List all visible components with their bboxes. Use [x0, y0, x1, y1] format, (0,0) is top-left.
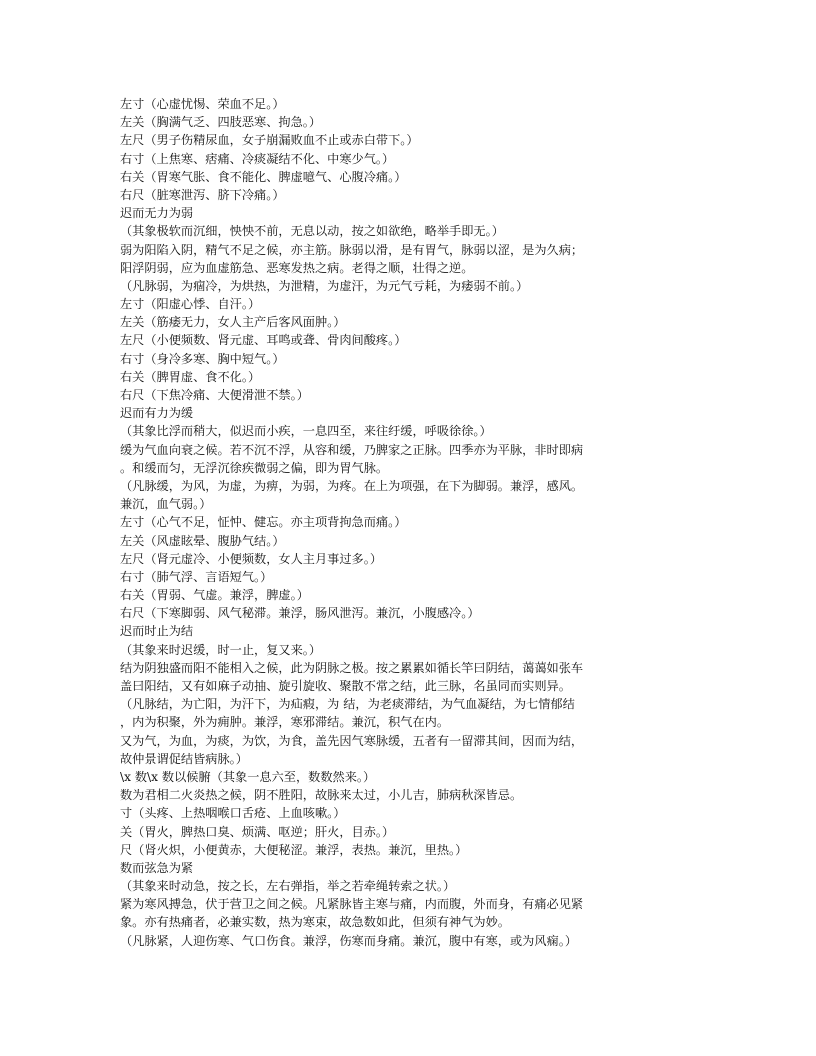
text-line: 阳浮阴弱，应为血虚筋急、恶寒发热之病。老得之顺，壮得之逆。 [120, 260, 474, 275]
text-line: ，内为积聚，外为痈肿。兼浮，寒邪滞结。兼沉，积气在内。 [120, 715, 450, 730]
text-line: （凡脉结，为亡阳，为汗下，为疝瘕，为 结，为老痰滞结，为气血凝结，为七情郁结 [120, 697, 575, 712]
text-line: 结为阴独盛而阳不能相入之候，此为阴脉之极。按之累累如循长竿曰阴结，蔼蔼如张车 [120, 660, 584, 675]
text-line: 兼沉，血气弱。） [120, 497, 212, 512]
text-line: 象。亦有热痛者，必兼实数，热为寒束，故急数如此，但须有神气为妙。 [120, 915, 510, 930]
text-line: 右尺（脏寒泄泻、脐下冷痛。） [120, 187, 285, 202]
text-line: 左尺（男子伤精尿血，女子崩漏败血不止或赤白带下。） [120, 133, 419, 148]
text-line: 左尺（小便频数、肾元虚、耳鸣或聋、骨肉间酸疼。） [120, 333, 407, 348]
text-line: （凡脉弱，为痼冷，为烘热，为泄精，为虚汗，为元气亏耗，为痿弱不前。） [120, 278, 529, 293]
text-line: （其象极软而沉细，怏怏不前，无息以动，按之如欲绝，略举手即无。） [120, 224, 504, 239]
text-line: 迟而有力为缓 [120, 406, 194, 421]
text-line: 。和缓而匀，无浮沉徐疾微弱之偏，即为胃气脉。 [120, 460, 389, 475]
text-line: 左寸（心虚忧惕、荣血不足。） [120, 97, 285, 111]
text-line: 左尺（肾元虚冷、小便频数，女人主月事过多。） [120, 551, 383, 566]
text-line: 右关（胃寒气胀、食不能化、脾虚噫气、心腹冷痛。） [120, 169, 407, 184]
text-line: 又为气，为血，为痰，为饮，为食，盖先因气寒脉缓，五者有一留滞其间，因而为结， [120, 733, 584, 748]
text-line: （其象比浮而稍大，似迟而小疾，一息四至，来往纡缓，呼吸徐徐。） [120, 424, 492, 439]
text-line: 故仲景谓促结皆病脉。） [120, 751, 248, 766]
text-line: 迟而时止为结 [120, 624, 194, 639]
text-line: （凡脉紧，人迎伤寒、气口伤食。兼浮，伤寒而身痛。兼沉，腹中有寒，或为风痫。） [120, 933, 578, 948]
text-line: 盖曰阳结，又有如麻子动抽、旋引旋收、聚散不常之结，此三脉，名虽同而实则异。 [120, 679, 571, 693]
text-line: 右寸（上焦寒、痞痛、冷痰凝结不化、中寒少气。） [120, 151, 395, 166]
text-line: 右寸（身冷多寒、胸中短气。） [120, 351, 285, 366]
text-line: 弱为阳陷入阴，精气不足之候，亦主筋。脉弱以滑，是有胃气，脉弱以涩，是为久病； [120, 242, 584, 257]
text-line: 关（胃火，脾热口臭、烦满、呕逆；肝火，目赤。） [120, 824, 395, 839]
text-line: （凡脉缓，为风，为虚，为痹，为弱，为疼。在上为项强，在下为脚弱。兼浮，感风。 [120, 478, 584, 493]
document-body [120, 95, 720, 950]
text-line: 右关（脾胃虚、食不化。） [120, 369, 261, 384]
text-line: 右尺（下焦冷痛、大便滑泄不禁。） [120, 388, 309, 402]
text-line: 数为君相二火炎热之候，阴不胜阳，故脉来太过，小儿吉，肺病秋深皆忌。 [120, 788, 523, 803]
text-line: 左关（风虚眩晕、腹胁气结。） [120, 533, 285, 548]
text-line: 紧为寒风搏急，伏于营卫之间之候。凡紧脉皆主寒与痛，内而腹，外而身，有痛必见紧 [120, 897, 584, 912]
text-line: 数而弦急为紧 [120, 860, 194, 875]
text-line: 寸（头疼、上热咽喉口舌疮、上血咳嗽。） [120, 806, 346, 821]
text-line: 右关（胃弱、气虚。兼浮，脾虚。） [120, 588, 309, 603]
text-line: 左寸（阳虚心悸、自汗。） [120, 297, 261, 312]
text-line: 迟而无力为弱 [120, 206, 194, 221]
text-line: 尺（肾火炽，小便黄赤，大便秘涩。兼浮，表热。兼沉，里热。） [120, 842, 468, 857]
text-line: 右尺（下寒脚弱、风气秘滞。兼浮，肠风泄泻。兼沉，小腹感冷。） [120, 606, 480, 621]
text-line: （其象来时迟缓，时一止，复又来。） [120, 642, 322, 657]
text-line: 左寸（心气不足，怔忡、健忘。亦主项背拘急而痛。） [120, 515, 407, 530]
text-line: 左关（胸满气乏、四肢恶寒、拘急。） [120, 115, 322, 130]
text-line: （其象来时动急，按之长，左右弹指，举之若牵绳转索之状。） [120, 879, 456, 894]
text-line: 右寸（肺气浮、言语短气。） [120, 569, 273, 584]
text-line: 缓为气血向衰之候。若不沉不浮，从容和缓，乃脾家之正脉。四季亦为平脉，非时即病 [120, 442, 584, 457]
text-line: \x 数\x 数以候腑（其象一息六至，数数然来。） [120, 769, 376, 784]
text-line: 左关（筋痿无力，女人主产后客风面肿。） [120, 315, 346, 330]
